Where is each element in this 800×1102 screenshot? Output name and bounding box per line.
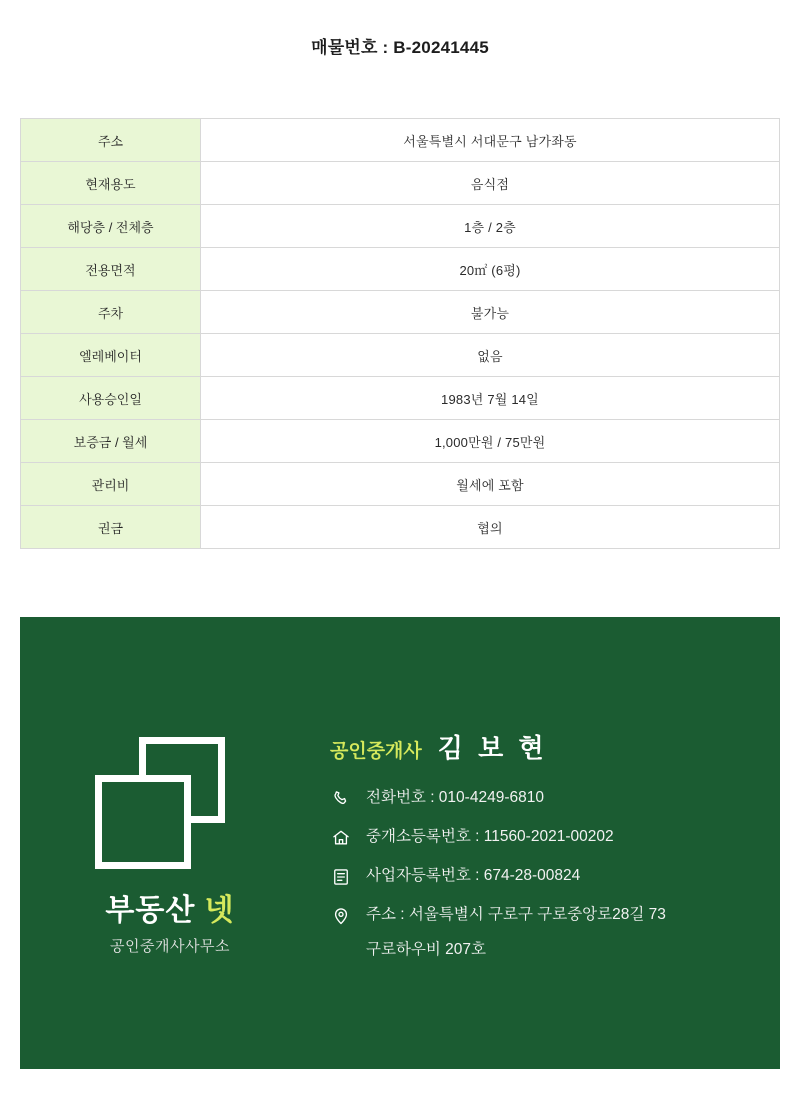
agent-heading [330,728,780,765]
row-label: 관리비 [21,463,201,506]
title-section [0,0,800,58]
row-value: 서울특별시 서대문구 남가좌동 [201,119,780,162]
contact-phone-row [330,787,780,810]
phone-icon [330,788,352,810]
brand-subtitle: 공인중개사사무소 [110,937,230,955]
row-label: 전용면적 [21,248,201,291]
agent-block [320,728,780,959]
page-title: 매물번호 : B-20241445 [311,38,489,57]
document-icon [330,866,352,888]
row-value: 협의 [201,506,780,549]
table-row [21,334,780,377]
table-row [21,248,780,291]
property-table [20,118,780,549]
property-table-body [21,119,780,549]
table-row [21,291,780,334]
row-label: 엘레베이터 [21,334,201,377]
row-value: 불가능 [201,291,780,334]
row-value: 20㎡ (6평) [201,248,780,291]
brand-block [20,731,320,956]
contact-phone-text: 전화번호 : 010-4249-6810 [366,788,544,806]
row-value: 음식점 [201,162,780,205]
brand-name-accent: 넷 [204,893,235,927]
row-value: 1983년 7월 14일 [201,377,780,420]
contact-business-reg-text: 사업자등록번호 : 674-28-00824 [366,866,581,884]
table-row [21,205,780,248]
row-label: 주차 [21,291,201,334]
row-value: 없음 [201,334,780,377]
table-row [21,377,780,420]
agency-footer-card [20,617,780,1069]
contact-address-line2: 구로하우비 207호 [366,940,487,958]
row-value: 1층 / 2층 [201,205,780,248]
location-pin-icon [330,905,352,927]
table-row [21,463,780,506]
table-row [21,119,780,162]
contact-address-text: 주소 : 서울특별시 구로구 구로중앙로28길 73 [366,905,666,923]
contact-office-reg-row [330,826,780,849]
table-row [21,420,780,463]
row-label: 사용승인일 [21,377,201,420]
row-label: 현재용도 [21,162,201,205]
home-icon [330,827,352,849]
row-value: 월세에 포함 [201,463,780,506]
row-label: 해당층 / 전체층 [21,205,201,248]
brand-name [20,885,320,929]
contact-office-reg-text: 중개소등록번호 : 11560-2021-00202 [366,827,614,845]
row-label: 권금 [21,506,201,549]
logo-square-front [95,775,191,869]
row-label: 보증금 / 월세 [21,420,201,463]
contact-address-row [330,904,780,927]
table-row [21,162,780,205]
agent-name: 김 보 현 [437,732,548,763]
two-overlapping-squares-icon [95,737,245,869]
agent-role: 공인중개사 [330,740,422,762]
contact-business-reg-row [330,865,780,888]
row-label: 주소 [21,119,201,162]
brand-name-main: 부동산 [105,893,196,927]
row-value: 1,000만원 / 75만원 [201,420,780,463]
property-table-wrapper [20,118,780,549]
table-row [21,506,780,549]
